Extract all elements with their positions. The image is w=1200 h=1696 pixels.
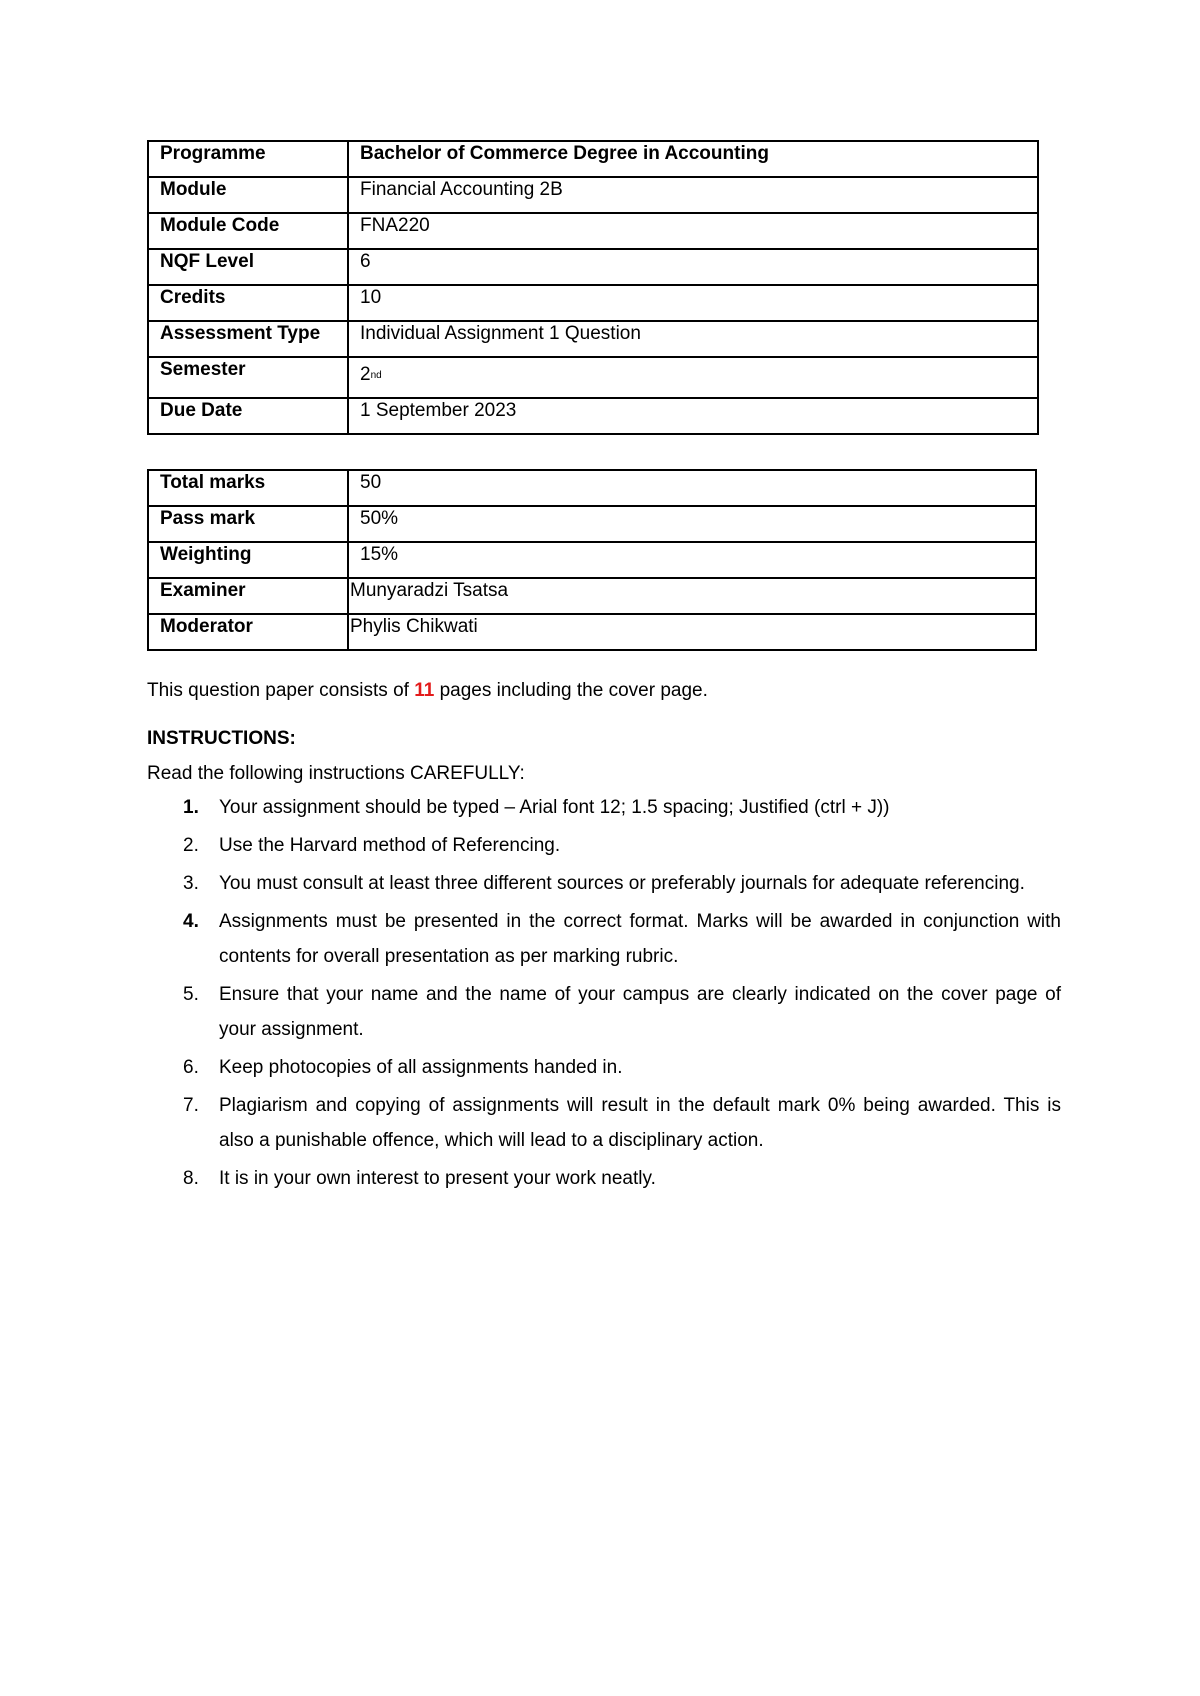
item-text: You must consult at least three different sources or preferably journals for adequate referencing. [219,873,1025,894]
table-row [148,285,1038,321]
table-row [148,141,1038,177]
table-row [148,357,1038,398]
module-value: Financial Accounting 2B [348,177,1038,213]
moderator-label: Moderator [148,614,348,650]
pass-mark-value: 50% [348,506,1036,542]
nqf-level-value: 6 [348,249,1038,285]
table-row [148,249,1038,285]
table-row [148,177,1038,213]
credits-value: 10 [348,285,1038,321]
page-count-prefix: This question paper consists of [147,680,415,701]
item-number: 7. [183,1095,199,1116]
table-row [148,614,1036,650]
instructions-list [147,790,1061,1199]
item-text: Plagiarism and copying of assignments will result in the default mark 0% being awarded. This is also a punishable offence, which will lead to a disciplinary action. [219,1095,1061,1151]
page-count-number: 11 [414,680,435,701]
table-row [148,542,1036,578]
item-number: 6. [183,1057,199,1078]
item-text: Keep photocopies of all assignments handed in. [219,1057,623,1078]
table-row [148,578,1036,614]
instructions-heading: INSTRUCTIONS: [147,728,296,749]
examiner-label: Examiner [148,578,348,614]
semester-ordinal-suffix: nd [370,370,382,381]
list-item [147,790,1061,825]
assessment-type-label: Assessment Type [148,321,348,357]
item-number: 1. [183,797,199,818]
weighting-label: Weighting [148,542,348,578]
module-code-label: Module Code [148,213,348,249]
item-number: 8. [183,1168,199,1189]
semester-value: 2 [360,364,371,385]
item-number: 4. [183,911,199,932]
semester-cell [348,357,1038,398]
instructions-intro: Read the following instructions CAREFULLY: [147,763,525,784]
moderator-value: Phylis Chikwati [348,614,1036,650]
page-count-note [147,679,708,703]
table-row [148,470,1036,506]
weighting-value: 15% [348,542,1036,578]
module-details-table [147,140,1039,435]
total-marks-label: Total marks [148,470,348,506]
item-text: Assignments must be presented in the correct format. Marks will be awarded in conjunction with contents for overall presentation as per marking rubric. [219,911,1061,967]
credits-label: Credits [148,285,348,321]
semester-label: Semester [148,357,348,398]
item-number: 5. [183,984,199,1005]
list-item [147,1088,1061,1158]
total-marks-value: 50 [348,470,1036,506]
marks-table [147,469,1037,651]
list-item [147,1161,1061,1196]
table-row [148,213,1038,249]
item-number: 2. [183,835,199,856]
item-number: 3. [183,873,199,894]
list-item [147,904,1061,974]
item-text: It is in your own interest to present your work neatly. [219,1168,656,1189]
pass-mark-label: Pass mark [148,506,348,542]
list-item [147,1050,1061,1085]
assessment-type-value: Individual Assignment 1 Question [348,321,1038,357]
list-item [147,866,1061,901]
programme-value: Bachelor of Commerce Degree in Accounting [348,141,1038,177]
module-label: Module [148,177,348,213]
due-date-value: 1 September 2023 [348,398,1038,434]
table-row [148,398,1038,434]
module-code-value: FNA220 [348,213,1038,249]
programme-label: Programme [148,141,348,177]
list-item [147,977,1061,1047]
examiner-value: Munyaradzi Tsatsa [348,578,1036,614]
nqf-level-label: NQF Level [148,249,348,285]
table-row [148,321,1038,357]
table-row [148,506,1036,542]
page-count-suffix: pages including the cover page. [434,680,708,701]
item-text: Ensure that your name and the name of your campus are clearly indicated on the cover page of your assignment. [219,984,1061,1040]
due-date-label: Due Date [148,398,348,434]
list-item [147,828,1061,863]
item-text: Use the Harvard method of Referencing. [219,835,561,856]
item-text: Your assignment should be typed – Arial font 12; 1.5 spacing; Justified (ctrl + J)) [219,797,890,818]
